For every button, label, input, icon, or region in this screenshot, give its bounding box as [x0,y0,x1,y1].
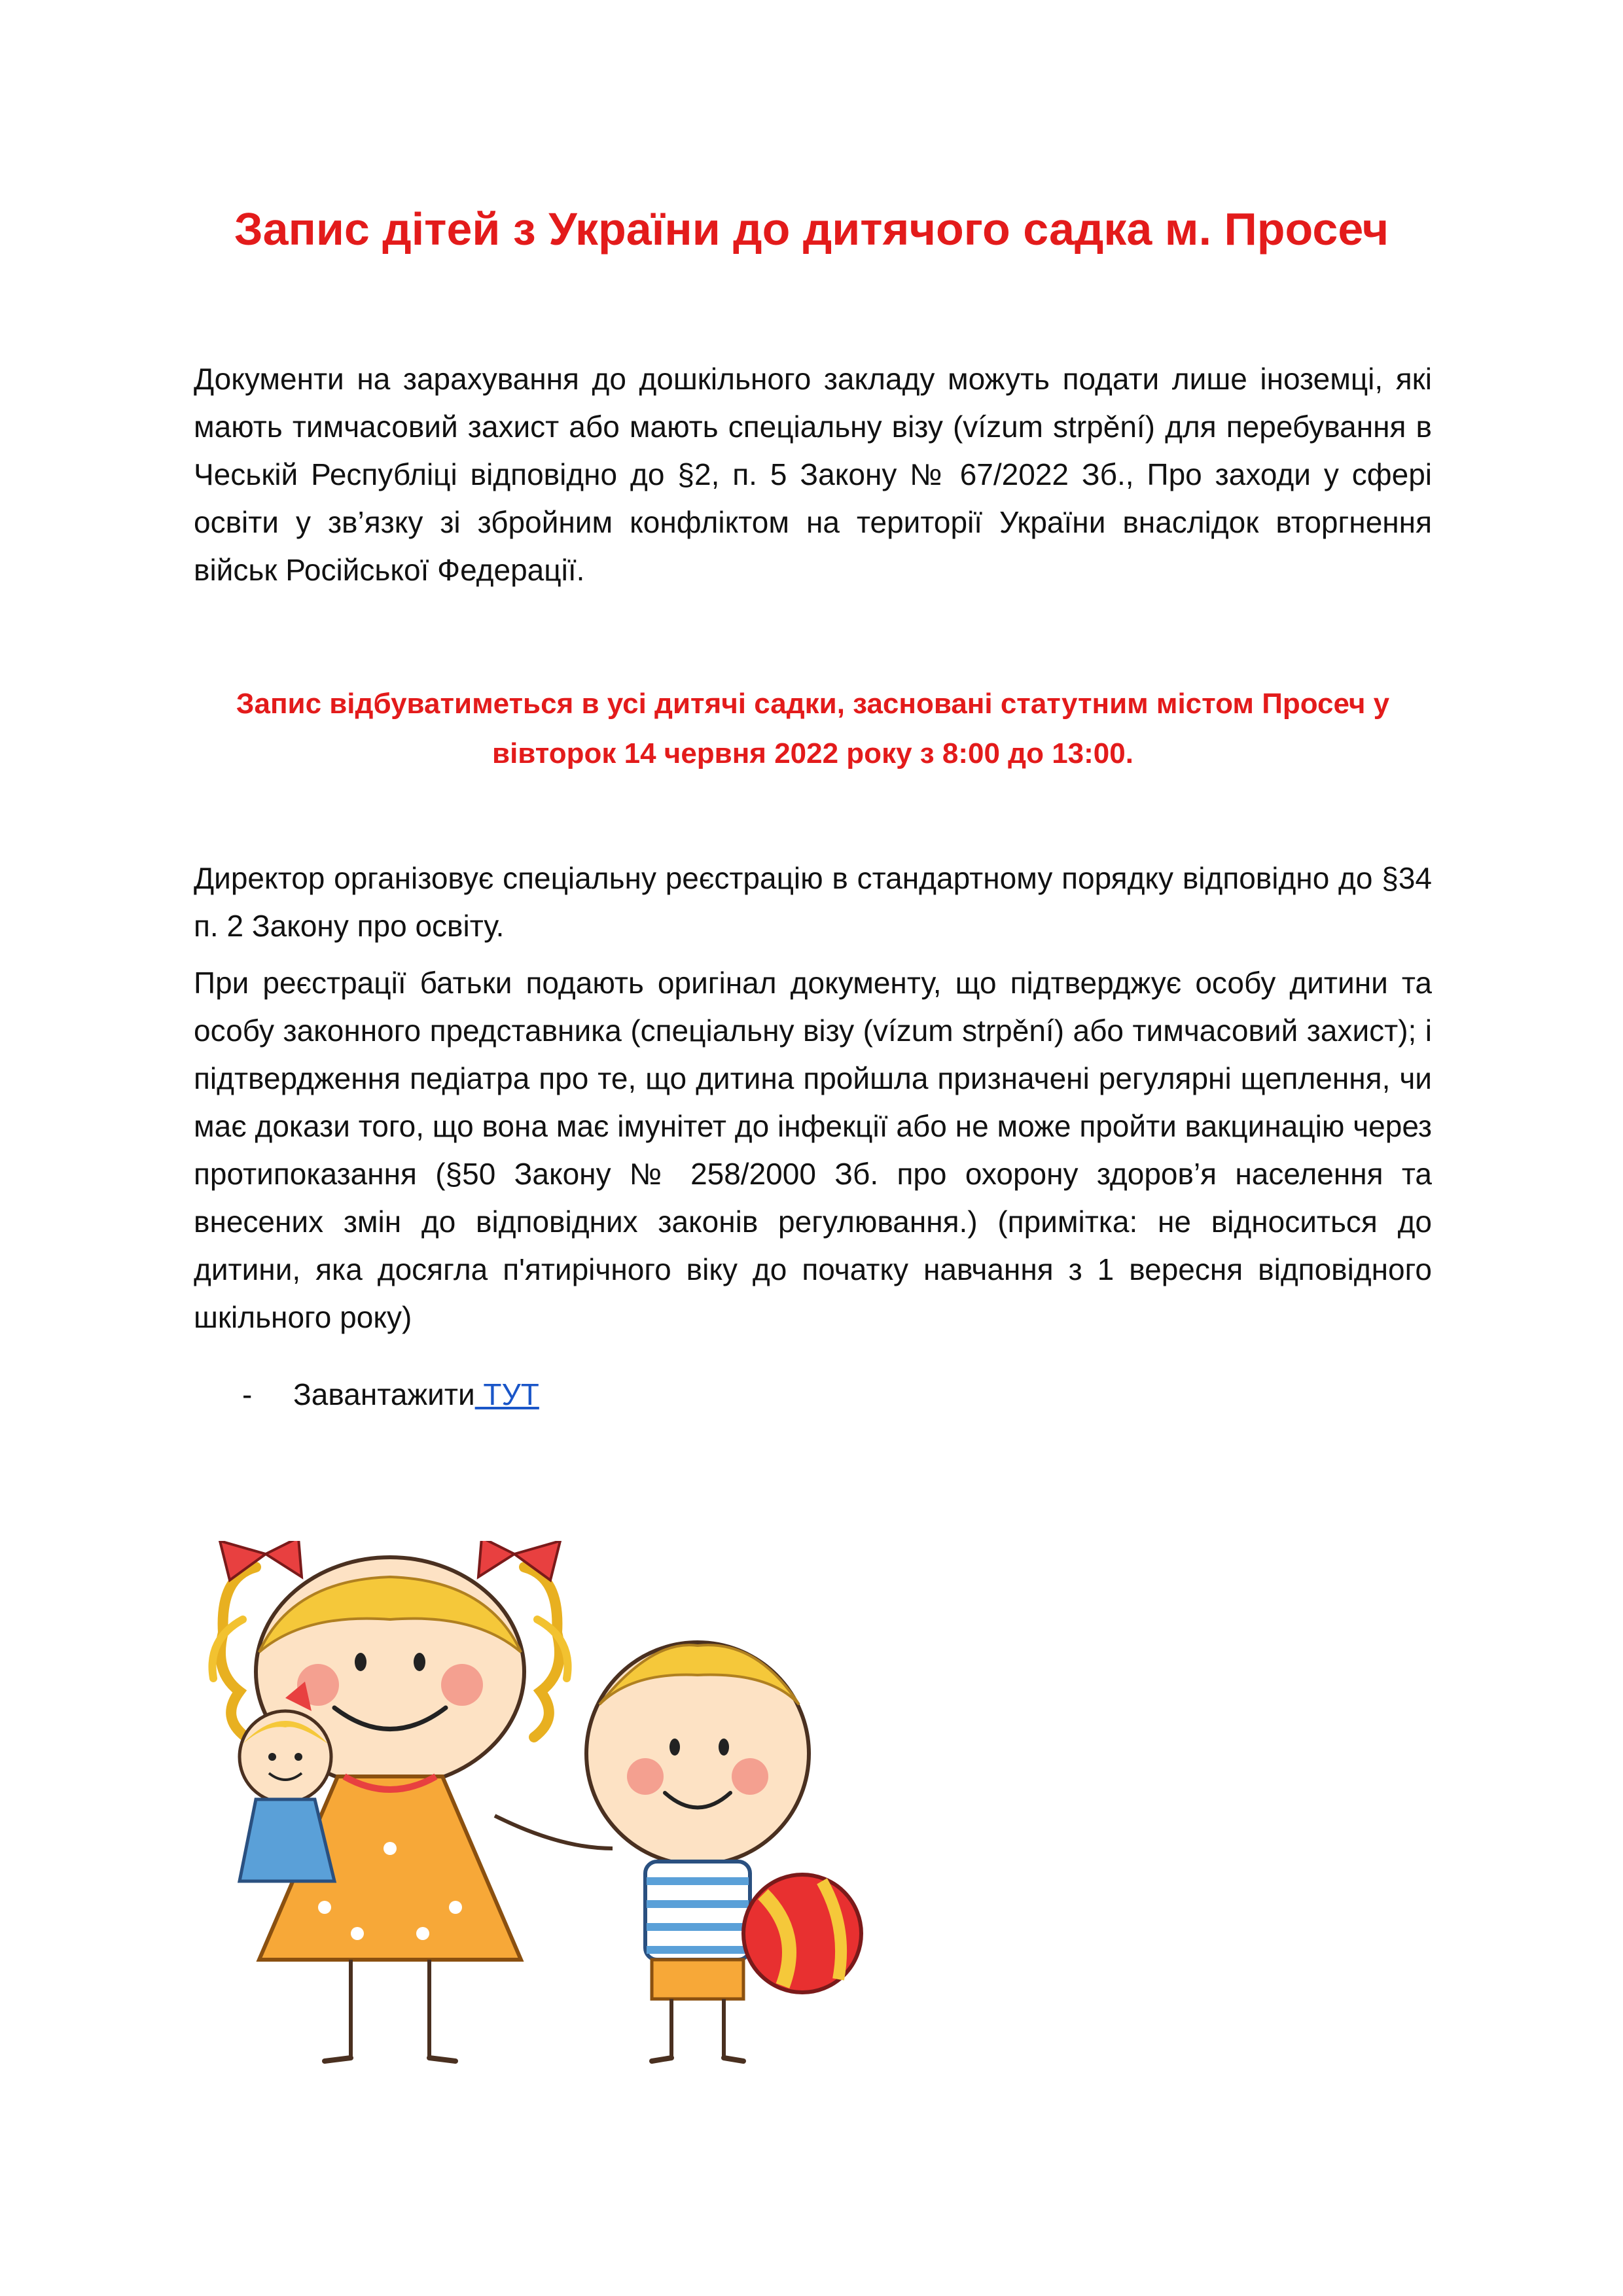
boy-figure [586,1642,809,2061]
director-paragraph: Директор організовує спеціальну реєстрацію в стандартному порядку відповідно до §34 п. 2 Закону про освіту. [194,861,1432,943]
download-label: Завантажити [293,1377,475,1411]
download-link[interactable]: ТУТ [474,1377,539,1411]
page-title: Запис дітей з України до дитячого садка м. Просеч [234,203,1389,255]
registration-paragraph: При реєстрації батьки подають оригінал документу, що підтверджує особу дитини та особу законного представника (спеціальну візу (vízum strpění) або тимчасовий захист); і підтвердження педіатра про те, що дитина пройшла призначені регулярні щеплення, чи має докази того, що вона має імунітет до інфекції або не може пройти вакцинацію через протипоказання (§50 Закону № 258/2000 Зб. про охорону здоров’я населення та внесених змін до відповідних законів регулювання.) (примітка: не відноситься до дитини, яка досягла п'ятирічного віку до початку навчання з 1 вересня відповідного шкільного року) [194,966,1432,1334]
children-illustration [194,1541,881,2068]
registration-notice [194,679,1432,779]
intro-paragraph: Документи на зарахування до дошкільного закладу можуть подати лише іноземці, які мають тимчасовий захист або мають спеціальну візу (vízum strpění) для перебування в Чеській Республіці відповідно до §2, п. 5 Закону № 67/2022 Зб., Про заходи у сфері освіти у зв’язку зі збройним конфліктом на території України внаслідок вторгнення військ Російської Федерації. [194,362,1432,587]
list-dash: - [242,1377,253,1411]
download-list-item [242,1371,539,1419]
notice-line-2: вівторок 14 червня 2022 року з 8:00 до 13:00. [492,737,1133,769]
notice-line-1: Запис відбуватиметься в усі дитячі садки, засновані статутним містом Просеч у [236,688,1390,720]
ball-figure [743,1875,861,1992]
